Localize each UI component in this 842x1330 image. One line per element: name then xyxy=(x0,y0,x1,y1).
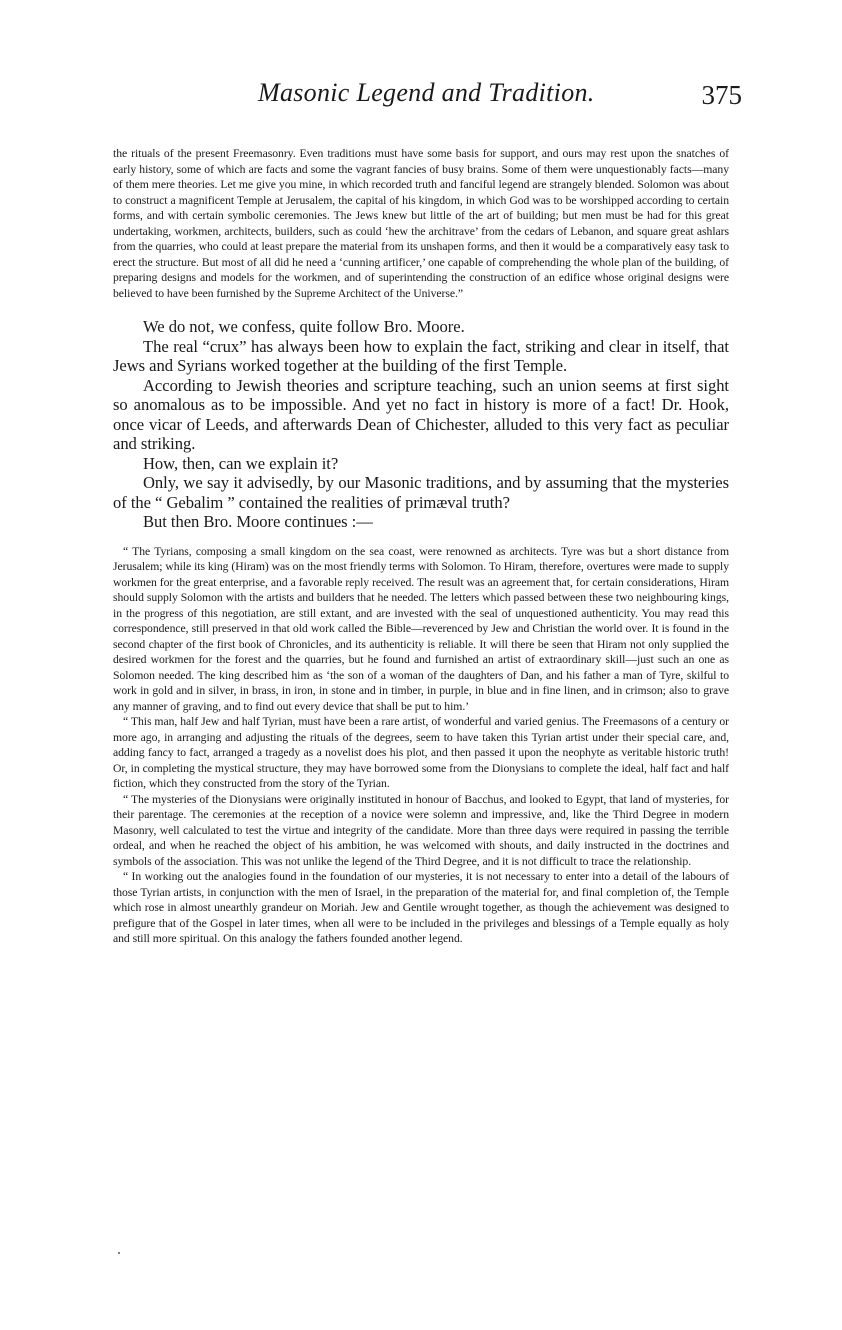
quote-paragraph: “ In working out the analogies found in the foundation of our mysteries, it is not necessary to enter into a detail of the labours of those Tyrian artists, in conjunction with the men of Israel, in the preparation of the material for, and final completion of, the Temple which rose in almost unearthly grandeur on Moriah. Jew and Gentile wrought together, as though the achievement was designed to prefigure that of the Gospel in later times, when all were to be included in the privileges and blessings of a Temple equally as holy and still more spiritual. On this analogy the fathers founded another legend. xyxy=(113,870,729,945)
quote-paragraph: “ The mysteries of the Dionysians were originally instituted in honour of Bacchus, and looked to Egypt, that land of mysteries, for their parentage. The ceremonies at the reception of a novice were solemn and impressive, and, like the Third Degree in modern Masonry, well calculated to test the virtue and integrity of the candidate. More than three days were required in passing the terrible ordeal, and when he reached the object of his ambition, he was welcomed with shouts, and daily instructed in the doctrines and symbols of the association. This was not unlike the legend of the Third Degree, and it is not difficult to trace the relationship. xyxy=(113,792,729,868)
main-paragraph: The real “crux” has always been how to explain the fact, striking and clear in itself, that Jews and Syrians worked together at the building of the first Temple. xyxy=(113,336,729,375)
main-text xyxy=(113,317,729,532)
quote-paragraph: “ This man, half Jew and half Tyrian, must have been a rare artist, of wonderful and varied genius. The Freemasons of a century or more ago, in arranging and adjusting the rituals of the degrees, seem to have taken this Tyrian artist under their special care, and, adding fancy to fact, arranged a tragedy as a novelist does his plot, and then passed it upon the neophyte as veritable historic truth! Or, in completing the mystical structure, they may have borrowed some from the Dionysians to complete the ideal, half fact and half fiction, which they constructed from the story of the Tyrian. xyxy=(113,715,729,790)
quote-paragraph: the rituals of the present Freemasonry. Even traditions must have some basis for support, and ours may rest upon the snatches of early history, some of which are facts and some the vagrant fancies of busy brains. Some of them were unquestionably facts—many of them mere theories. Let me give you mine, in which recorded truth and fanciful legend are strangely blended. Solomon was about to construct a magnificent Temple at Jerusalem, the capital of his kingdom, in which God was to be worshipped according to certain forms, and with certain symbolic ceremonies. The Jews knew but little of the art of building; but men must be had for this great undertaking, workmen, architects, builders, such as could ‘hew the architrave’ from the cedars of Lebanon, and square great ashlars from the quarries, who could at least prepare the material from its unshapen forms, and then it would be a comparatively easy task to erect the structure. But most of all did he need a ‘cunning artificer,’ one capable of comprehending the whole plan of the building, of preparing designs and models for the workmen, and of superintending the construction of an edifice whose original designs were believed to have been furnished by the Supreme Architect of the Universe.” xyxy=(113,147,729,300)
page-header xyxy=(0,78,842,118)
print-speck xyxy=(118,1252,120,1254)
main-paragraph: We do not, we confess, quite follow Bro. Moore. xyxy=(143,317,465,336)
main-paragraph: How, then, can we explain it? xyxy=(143,453,339,473)
page-number: 375 xyxy=(701,80,742,110)
main-paragraph: According to Jewish theories and scripture teaching, such an union seems at first sight so anomalous as to be impossible. And yet no fact in history is more of a fact! Dr. Hook, once vicar of Leeds, and afterwards Dean of Chichester, alluded to this very fact as peculiar and striking. xyxy=(113,375,729,453)
quote-block xyxy=(113,544,729,947)
quote-paragraph: “ The Tyrians, composing a small kingdom on the sea coast, were renowned as architects. Tyre was but a short distance from Jerusalem; while its king (Hiram) was on the most friendly terms with Solomon. To Hiram, therefore, overtures were made to supply workmen for the great enterprise, and a favorable reply received. The result was an agreement that, for certain considerations, Hiram should supply Solomon with the artists and builders that he needed. The letters which passed between these two neighbouring kings, in the progress of this negotiation, are still extant, and are invested with the seal of unquestioned authenticity. You may read this correspondence, still preserved in that old work called the Bible—reverenced by Jew and Christian the world over. It is found in the second chapter of the first book of Chronicles, and its authenticity is reliable. It will there be seen that Hiram not only supplied the desired workmen for the forest and the quarries, but he found and furnished an artist of extraordinary skill—just such an one as Solomon needed. The king described him as ‘the son of a woman of the daughters of Dan, and his father a man of Tyre, skilful to work in gold and in silver, in brass, in iron, in stone and in timber, in purple, in blue and in fine linen, and in crimson; also to grave any manner of graving, and to find out every device that shall be put to him.’ xyxy=(113,544,729,713)
main-paragraph: Only, we say it advisedly, by our Masonic traditions, and by assuming that the mysteries of the “ Gebalim ” contained the realities of primæval truth? xyxy=(113,473,729,512)
running-title: Masonic Legend and Tradition. xyxy=(258,78,595,107)
main-paragraph: But then Bro. Moore continues :— xyxy=(143,512,373,531)
article-body xyxy=(113,146,729,947)
